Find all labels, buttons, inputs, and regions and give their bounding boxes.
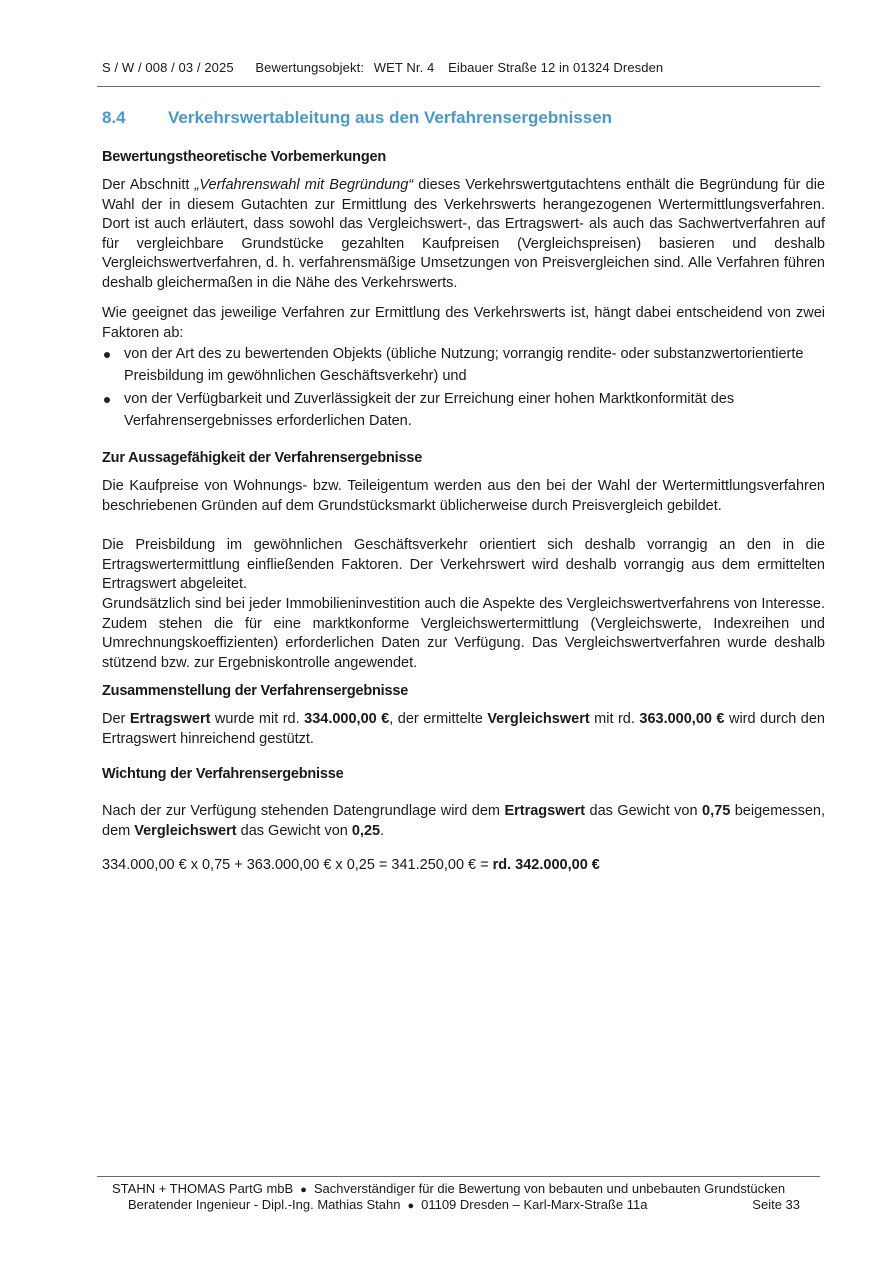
- footer-company: STAHN + THOMAS PartG mbB: [112, 1181, 294, 1196]
- text: .: [380, 822, 385, 839]
- bullet-separator: ●: [407, 1200, 415, 1212]
- footer-line-2: [128, 1197, 800, 1212]
- footer-engineer: Beratender Ingenieur - Dipl.-Ing. Mathias Stahn: [128, 1197, 401, 1212]
- header-object: WET Nr. 4: [373, 60, 435, 75]
- bullet-separator: ●: [300, 1184, 307, 1196]
- term-ertragswert: Ertragswert: [129, 711, 211, 727]
- header-address: Eibauer Straße 12 in 01324 Dresden: [448, 60, 664, 75]
- formula-text: 334.000,00 € x 0,75 + 363.000,00 € x 0,25 = 341.250,00 € =: [102, 857, 493, 873]
- value-vergleichswert: 363.000,00 €: [639, 711, 725, 727]
- term-vergleichswert: Vergleichswert: [487, 711, 590, 727]
- header-object-label: Bewertungsobjekt:: [255, 60, 365, 75]
- weight-ertragswert: 0,75: [702, 803, 731, 819]
- paragraph-significance-3: Grundsätzlich sind bei jeder Immobilieninvestition auch die Aspekte des Vergleichswertverfahrens von Interesse. Zudem stehen die für eine marktkonforme Vergleichswertermittlung (Vergleichswerte, Indexreihen und Umrechnungskoeffizienten) erforderlichen Daten zur Verfügung. Das Vergleichswertverfahren wurde deshalb stützend bzw. zur Ergebniskontrolle angewendet.: [102, 596, 825, 671]
- paragraph-preliminary-1: [102, 176, 825, 294]
- text: Der Abschnitt: [102, 177, 195, 193]
- paragraph-significance-2: Die Preisbildung im gewöhnlichen Geschäftsverkehr orientiert sich deshalb vorrangig an den in die Ertragswertermittlung einfließenden Faktoren. Der Verkehrswert wird deshalb vorrangig aus dem ermittelten Ertragswert abgeleitet.: [102, 537, 825, 593]
- footer-line-1: [112, 1181, 785, 1196]
- term-vergleichswert: Vergleichswert: [134, 822, 237, 839]
- paragraph-compilation: [102, 710, 825, 749]
- subheading-significance: Zur Aussagefähigkeit der Verfahrensergebnisse: [102, 450, 423, 466]
- final-market-value: rd. 342.000,00 €: [492, 857, 600, 873]
- text: das Gewicht von: [236, 822, 352, 839]
- header-divider: [97, 86, 820, 87]
- footer-address: 01109 Dresden – Karl-Marx-Straße 11a: [421, 1197, 648, 1212]
- weighting-formula: [102, 857, 600, 873]
- section-number: 8.4: [102, 108, 126, 127]
- text: das Gewicht von: [585, 803, 703, 819]
- subheading-compilation: Zusammenstellung der Verfahrensergebnisse: [102, 683, 409, 699]
- weight-vergleichswert: 0,25: [351, 822, 381, 839]
- section-title: [102, 108, 612, 128]
- text: Der: [102, 711, 130, 727]
- italic-reference: „Verfahrenswahl mit Begründung“: [194, 177, 414, 193]
- subheading-weighting: Wichtung der Verfahrensergebnisse: [102, 766, 344, 782]
- list-item: von der Art des zu bewertenden Objekts (übliche Nutzung; vorrangig rendite- oder substanzwertorientierte Preisbildung im gewöhnlichen Geschäftsverkehr) und: [102, 344, 825, 387]
- section-heading: Verkehrswertableitung aus den Verfahrensergebnissen: [168, 108, 613, 127]
- term-ertragswert: Ertragswert: [504, 803, 586, 819]
- factor-list: [102, 344, 825, 434]
- page-number: Seite 33: [752, 1197, 800, 1212]
- text: beigemessen, dem: [102, 803, 826, 839]
- paragraph-significance-1: Die Kaufpreise von Wohnungs- bzw. Teileigentum werden aus den bei der Wahl der Wertermittlungsverfahren beschriebenen Gründen auf dem Grundstücksmarkt üblicherweise durch Preisvergleich gebildet.: [102, 478, 825, 514]
- subheading-preliminary-remarks: Bewertungstheoretische Vorbemerkungen: [102, 149, 387, 165]
- text: Nach der zur Verfügung stehenden Datengrundlage wird dem: [102, 803, 505, 819]
- list-item: von der Verfügbarkeit und Zuverlässigkeit der zur Erreichung einer hohen Marktkonformität des Verfahrensergebnisses erforderlichen Daten.: [102, 389, 825, 432]
- header-reference: S / W / 008 / 03 / 2025: [102, 60, 234, 75]
- text: wurde mit rd.: [210, 711, 305, 727]
- footer-divider: [97, 1176, 820, 1177]
- text: mit rd.: [589, 711, 640, 727]
- footer-description: Sachverständiger für die Bewertung von bebauten und unbebauten Grundstücken: [313, 1181, 786, 1196]
- text: , der ermittelte: [389, 711, 488, 727]
- paragraph-preliminary-2: Wie geeignet das jeweilige Verfahren zur Ermittlung des Verkehrswerts ist, hängt dabei entscheidend von zwei Faktoren ab:: [102, 305, 825, 341]
- value-ertragswert: 334.000,00 €: [304, 711, 390, 727]
- page-header: [102, 60, 822, 75]
- text: dieses Verkehrswertgutachtens enthält die Begründung für die Wahl der in diesem Gutachten zur Ermittlung des Verkehrswerts herangezogenen Wertermittlungsverfahren. Dort ist auch erläutert, dass sowohl das Vergleichswert-, das Ertragswert- als auch das Sachwertverfahren auf für vergleichbare Grundstücke gezahlten Kaufpreisen (Vergleichspreisen) basieren und deshalb Vergleichswertverfahren, d. h. verfahrensmäßige Umsetzungen von Preisvergleichen sind. Alle Verfahren führen deshalb gleichermaßen in die Nähe des Verkehrswerts.: [102, 177, 825, 291]
- paragraph-weighting: [102, 802, 825, 841]
- text: wird durch den Ertragswert hinreichend gestützt.: [102, 711, 825, 747]
